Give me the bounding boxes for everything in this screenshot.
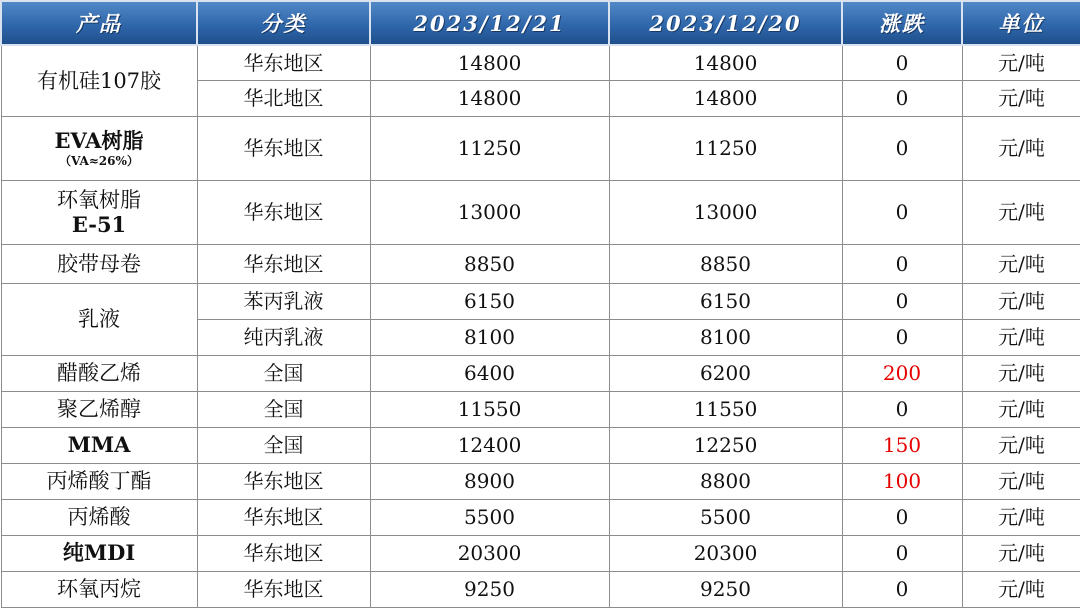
product-cell: 环氧丙烷 [1,571,197,607]
price-old-cell: 11550 [609,391,842,427]
unit-cell: 元/吨 [962,571,1080,607]
unit-cell: 元/吨 [962,535,1080,571]
unit-cell: 元/吨 [962,427,1080,463]
change-cell: 0 [842,571,962,607]
change-cell: 0 [842,499,962,535]
category-cell: 华东地区 [197,181,370,245]
price-old-cell: 8850 [609,244,842,283]
price-new-cell: 11250 [370,117,609,181]
price-new-cell: 8100 [370,320,609,356]
change-cell: 0 [842,244,962,283]
product-cell: 胶带母卷 [1,244,197,283]
product-cell: 有机硅107胶 [1,45,197,117]
table-row [1,284,1080,320]
unit-cell: 元/吨 [962,117,1080,181]
price-new-cell: 13000 [370,181,609,245]
product-grade: E-51 [71,211,127,237]
table-row [1,499,1080,535]
price-old-cell: 6150 [609,284,842,320]
unit-cell: 元/吨 [962,45,1080,81]
product-cell: 丙烯酸 [1,499,197,535]
product-cell: MMA [1,427,197,463]
price-new-cell: 11550 [370,391,609,427]
price-new-cell: 20300 [370,535,609,571]
unit-cell: 元/吨 [962,284,1080,320]
table-row [1,391,1080,427]
unit-cell: 元/吨 [962,244,1080,283]
unit-cell: 元/吨 [962,81,1080,117]
price-new-cell: 8850 [370,244,609,283]
product-cell: 醋酸乙烯 [1,356,197,392]
table-row [1,117,1080,181]
category-cell: 全国 [197,391,370,427]
table-row [1,356,1080,392]
category-cell: 华东地区 [197,244,370,283]
unit-cell: 元/吨 [962,320,1080,356]
change-cell: 0 [842,117,962,181]
unit-cell: 元/吨 [962,391,1080,427]
header-change: 涨跌 [842,1,962,45]
category-cell: 华东地区 [197,45,370,81]
category-cell: 苯丙乳液 [197,284,370,320]
unit-cell: 元/吨 [962,356,1080,392]
change-cell: 0 [842,181,962,245]
product-name: 环氧树脂 [57,188,141,213]
change-cell: 0 [842,391,962,427]
category-cell: 华北地区 [197,81,370,117]
price-new-cell: 9250 [370,571,609,607]
product-cell: 乳液 [1,284,197,356]
product-cell [1,181,197,245]
unit-cell: 元/吨 [962,499,1080,535]
header-date-old: 2023/12/20 [609,1,842,45]
price-new-cell: 6400 [370,356,609,392]
product-name: EVA树脂 [54,127,144,153]
header-date-new: 2023/12/21 [370,1,609,45]
category-cell: 华东地区 [197,571,370,607]
table-row [1,181,1080,245]
change-cell: 100 [842,463,962,499]
table-row [1,571,1080,607]
price-old-cell: 14800 [609,45,842,81]
category-cell: 全国 [197,427,370,463]
table-row [1,427,1080,463]
header-product: 产品 [1,1,197,45]
price-new-cell: 5500 [370,499,609,535]
category-cell: 华东地区 [197,463,370,499]
header-row [1,1,1080,45]
price-old-cell: 11250 [609,117,842,181]
change-cell: 0 [842,45,962,81]
price-new-cell: 14800 [370,45,609,81]
price-old-cell: 8800 [609,463,842,499]
price-old-cell: 6200 [609,356,842,392]
change-cell: 150 [842,427,962,463]
product-cell [1,117,197,181]
unit-cell: 元/吨 [962,463,1080,499]
price-new-cell: 14800 [370,81,609,117]
change-cell: 0 [842,284,962,320]
price-old-cell: 8100 [609,320,842,356]
category-cell: 华东地区 [197,535,370,571]
category-cell: 华东地区 [197,117,370,181]
change-cell: 0 [842,81,962,117]
product-cell: 聚乙烯醇 [1,391,197,427]
price-old-cell: 13000 [609,181,842,245]
table-row [1,463,1080,499]
change-cell: 0 [842,320,962,356]
product-cell: 丙烯酸丁酯 [1,463,197,499]
product-cell: 纯MDI [1,535,197,571]
table-row [1,244,1080,283]
change-cell: 0 [842,535,962,571]
price-new-cell: 12400 [370,427,609,463]
unit-cell: 元/吨 [962,181,1080,245]
category-cell: 华东地区 [197,499,370,535]
table-row [1,45,1080,81]
price-old-cell: 12250 [609,427,842,463]
category-cell: 纯丙乳液 [197,320,370,356]
change-cell: 200 [842,356,962,392]
price-old-cell: 14800 [609,81,842,117]
price-new-cell: 8900 [370,463,609,499]
price-old-cell: 9250 [609,571,842,607]
price-old-cell: 20300 [609,535,842,571]
header-unit: 单位 [962,1,1080,45]
price-new-cell: 6150 [370,284,609,320]
price-old-cell: 5500 [609,499,842,535]
table-row [1,535,1080,571]
category-cell: 全国 [197,356,370,392]
product-spec: （VA≈26%） [59,154,139,169]
header-category: 分类 [197,1,370,45]
